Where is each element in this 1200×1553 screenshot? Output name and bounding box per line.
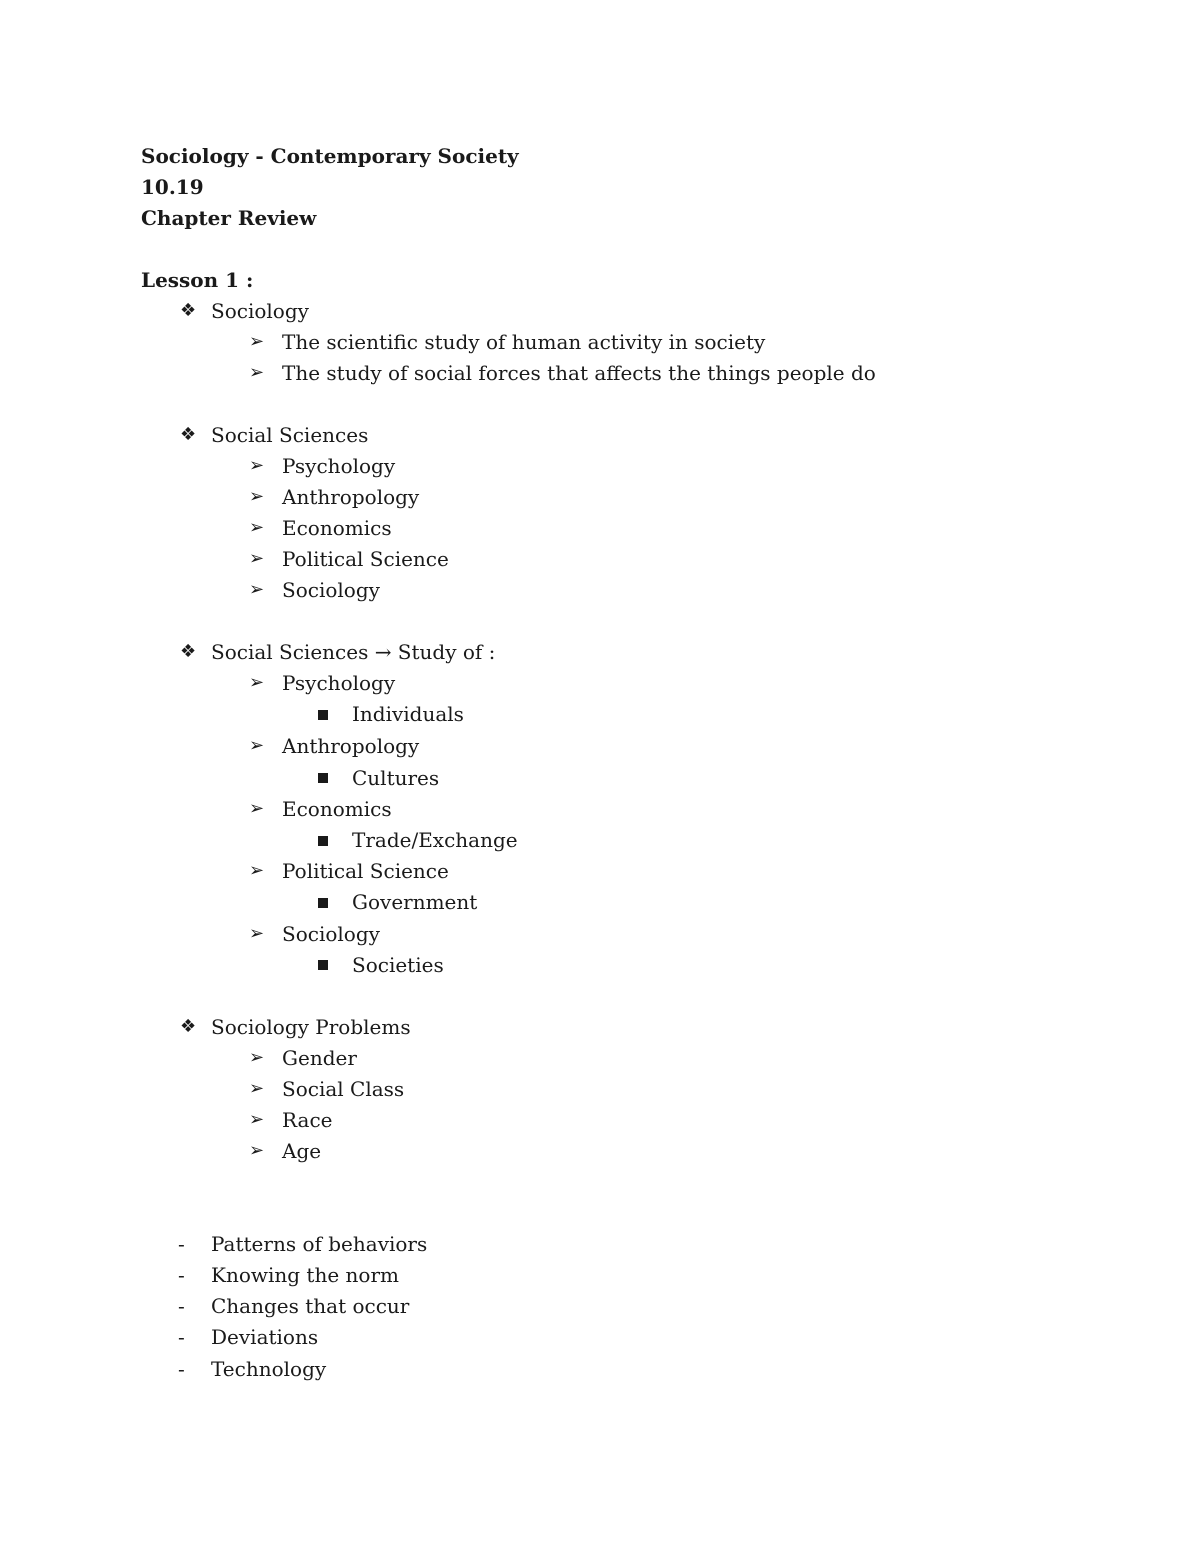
diamond-bullet-icon: ❖ — [180, 424, 197, 445]
list-item: Sociology — [282, 578, 380, 602]
arrow-bullet-icon: ➢ — [249, 362, 265, 383]
list-item: Psychology — [282, 454, 396, 478]
diamond-bullet-icon: ❖ — [180, 1016, 197, 1037]
sub-list-item: Individuals — [352, 702, 464, 726]
list-item: Psychology — [282, 671, 396, 695]
course-title: Sociology - Contemporary Society — [141, 144, 519, 168]
square-bullet-icon — [318, 898, 328, 908]
list-item: Race — [282, 1108, 333, 1132]
sub-list-item: Cultures — [352, 766, 440, 790]
arrow-bullet-icon: ➢ — [249, 860, 265, 881]
arrow-bullet-icon: ➢ — [249, 672, 265, 693]
dash-bullet-icon: - — [178, 1357, 185, 1381]
list-item: Gender — [282, 1046, 357, 1070]
dash-bullet-icon: - — [178, 1263, 185, 1287]
square-bullet-icon — [318, 836, 328, 846]
section-title: Social Sciences — [211, 423, 369, 447]
dash-list-item: Technology — [211, 1357, 327, 1381]
diamond-bullet-icon: ❖ — [180, 641, 197, 662]
arrow-bullet-icon: ➢ — [249, 517, 265, 538]
list-item: Anthropology — [282, 485, 420, 509]
arrow-bullet-icon: ➢ — [249, 486, 265, 507]
list-item: Economics — [282, 516, 392, 540]
dash-bullet-icon: - — [178, 1294, 185, 1318]
lesson-heading: Lesson 1 : — [141, 268, 254, 292]
arrow-bullet-icon: ➢ — [249, 579, 265, 600]
list-item: Age — [282, 1139, 322, 1163]
list-item: Anthropology — [282, 734, 420, 758]
dash-bullet-icon: - — [178, 1232, 185, 1256]
list-item: Social Class — [282, 1077, 405, 1101]
chapter-subtitle: Chapter Review — [141, 206, 317, 230]
arrow-bullet-icon: ➢ — [249, 455, 265, 476]
arrow-bullet-icon: ➢ — [249, 735, 265, 756]
arrow-bullet-icon: ➢ — [249, 1047, 265, 1068]
dash-list-item: Patterns of behaviors — [211, 1232, 428, 1256]
dash-list-item: Deviations — [211, 1325, 319, 1349]
list-item: Economics — [282, 797, 392, 821]
arrow-bullet-icon: ➢ — [249, 331, 265, 352]
arrow-bullet-icon: ➢ — [249, 548, 265, 569]
square-bullet-icon — [318, 710, 328, 720]
dash-list-item: Knowing the norm — [211, 1263, 399, 1287]
list-item: Political Science — [282, 859, 449, 883]
list-item: Sociology — [282, 922, 380, 946]
date-label: 10.19 — [141, 175, 204, 199]
arrow-bullet-icon: ➢ — [249, 798, 265, 819]
square-bullet-icon — [318, 960, 328, 970]
diamond-bullet-icon: ❖ — [180, 300, 197, 321]
arrow-bullet-icon: ➢ — [249, 1109, 265, 1130]
arrow-bullet-icon: ➢ — [249, 923, 265, 944]
list-item: The scientific study of human activity in society — [282, 330, 766, 354]
list-item: Political Science — [282, 547, 449, 571]
sub-list-item: Trade/Exchange — [352, 828, 518, 852]
sub-list-item: Societies — [352, 953, 444, 977]
dash-bullet-icon: - — [178, 1325, 185, 1349]
section-title: Social Sciences → Study of : — [211, 640, 496, 664]
sub-list-item: Government — [352, 890, 478, 914]
arrow-bullet-icon: ➢ — [249, 1078, 265, 1099]
square-bullet-icon — [318, 773, 328, 783]
section-title: Sociology — [211, 299, 309, 323]
arrow-bullet-icon: ➢ — [249, 1140, 265, 1161]
dash-list-item: Changes that occur — [211, 1294, 410, 1318]
list-item: The study of social forces that affects the things people do — [282, 361, 876, 385]
section-title: Sociology Problems — [211, 1015, 411, 1039]
